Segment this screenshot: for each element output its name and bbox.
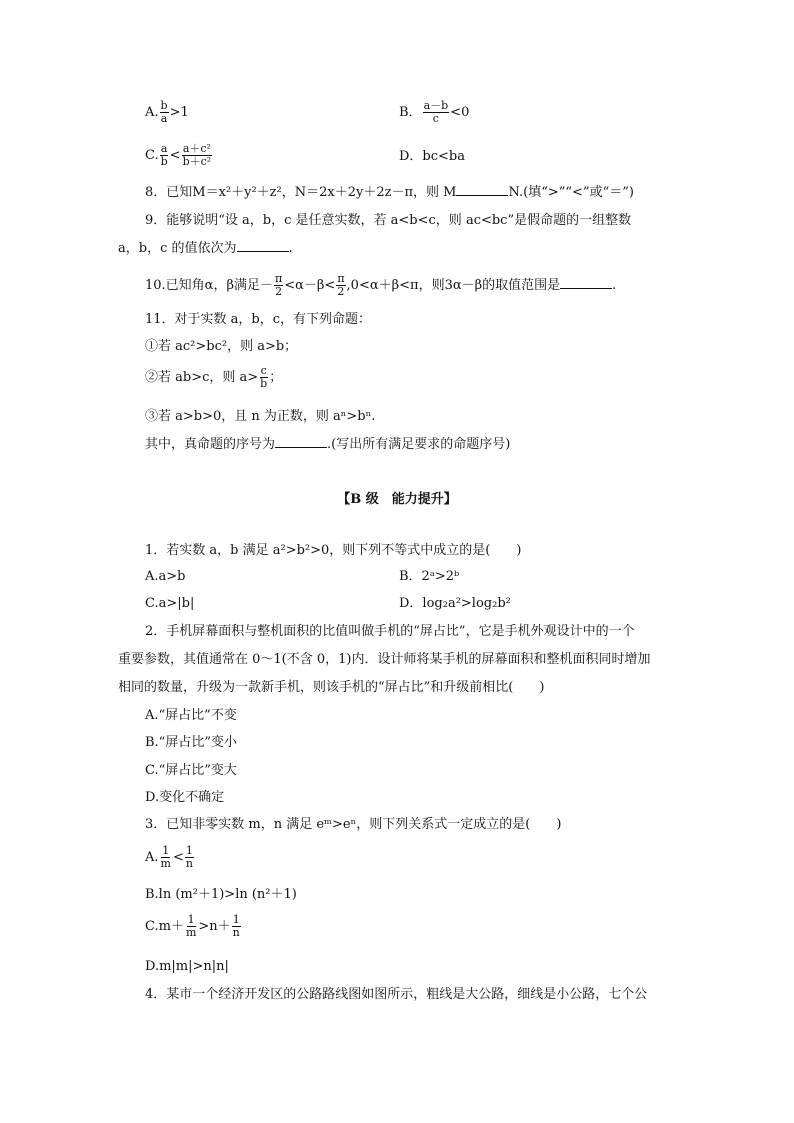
b1-option-c: C.a>|b| bbox=[145, 596, 195, 611]
b2-option-d: D.变化不确定 bbox=[145, 790, 225, 805]
fraction-denominator: m bbox=[185, 926, 197, 939]
b1-option-a: A.a>b bbox=[145, 569, 186, 584]
fraction-numerator: b bbox=[160, 99, 168, 112]
q7-option-d: D．bc<ba bbox=[399, 149, 465, 164]
fraction-denominator: 2 bbox=[337, 285, 345, 298]
fraction-denominator: b bbox=[160, 155, 168, 168]
fraction-numerator: 1 bbox=[187, 913, 195, 926]
answer-blank bbox=[456, 183, 508, 196]
b2-option-b: B.“屏占比”变小 bbox=[145, 735, 237, 750]
b3-option-c: C.m＋ $\frac{1}{m}$ >n＋ $\frac{1}{n}$ bbox=[145, 913, 240, 939]
fraction-denominator: a bbox=[160, 112, 168, 125]
fraction-denominator: n bbox=[185, 857, 193, 870]
proposition-3: ③若 a>b>0，且 n 为正数，则 aⁿ>bⁿ. bbox=[145, 409, 376, 424]
section-title: 【B 级 能力提升】 bbox=[337, 492, 457, 507]
b-question-2-line2: 重要参数，其值通常在 0～1(不含 0，1)内．设计师将某手机的屏幕面积和整机面积同时增加 bbox=[118, 652, 651, 667]
fraction-numerator: a bbox=[160, 142, 168, 155]
question-11-ask: 其中，真命题的序号为 .(写出所有满足要求的命题序号) bbox=[145, 437, 511, 452]
q7-option-c: C. $\frac{a}{b}$ < $\frac{\text{a＋c²}}{\text{b＋c²}}$ bbox=[145, 142, 212, 168]
b3-option-a: A. $\frac{1}{m}$ < $\frac{1}{n}$ bbox=[145, 844, 193, 870]
b3-option-d: D.m|m|>n|n| bbox=[145, 959, 229, 974]
b-question-3-stem: 3．已知非零实数 m，n 满足 eᵐ>eⁿ，则下列关系式一定成立的是( ) bbox=[145, 817, 562, 832]
b-question-4-line1: 4．某市一个经济开发区的公路路线图如图所示，粗线是大公路，细线是小公路，七个公 bbox=[145, 987, 648, 1002]
fraction-denominator: n bbox=[232, 926, 240, 939]
question-9-line2: a，b，c 的值依次为 . bbox=[118, 241, 293, 256]
proposition-1: ①若 ac²>bc²，则 a>b； bbox=[145, 339, 298, 354]
b-question-2-line3: 相同的数量，升级为一款新手机，则该手机的“屏占比”和升级前相比( ) bbox=[118, 680, 545, 695]
b2-option-a: A.“屏占比”不变 bbox=[145, 708, 237, 723]
q7-option-a: A. $\frac{b}{a}$ >1 bbox=[145, 99, 189, 125]
fraction-denominator: m bbox=[160, 857, 171, 870]
fraction-numerator: c bbox=[260, 364, 267, 377]
question-11-stem: 11．对于实数 a，b，c，有下列命题： bbox=[145, 312, 372, 327]
q7-option-b: B． $\frac{a-b}{c}$ <0 bbox=[399, 99, 470, 125]
b1-option-d: D．log₂a²>log₂b² bbox=[399, 596, 511, 611]
fraction-denominator: 2 bbox=[275, 285, 283, 298]
fraction-numerator: a－b bbox=[423, 99, 449, 112]
answer-blank bbox=[275, 435, 327, 448]
b3-option-b: B.ln (m²＋1)>ln (n²＋1) bbox=[145, 887, 297, 902]
question-10: 10.已知角α，β满足－ $\frac{\pi}{2}$ <α－β< $\frac{\pi}{2}$ ,0<α＋β<π，则3α－β的取值范围是 . bbox=[145, 272, 617, 298]
b-question-1-stem: 1．若实数 a，b 满足 a²>b²>0，则下列不等式中成立的是( ) bbox=[145, 543, 522, 558]
fraction-numerator: 1 bbox=[185, 844, 193, 857]
b2-option-c: C.“屏占比”变大 bbox=[145, 763, 237, 778]
fraction-denominator: b＋c² bbox=[182, 155, 212, 168]
fraction-numerator: 1 bbox=[162, 844, 170, 857]
fraction-denominator: c bbox=[432, 112, 439, 125]
fraction-numerator: a＋c² bbox=[182, 142, 211, 155]
answer-blank bbox=[560, 276, 612, 289]
question-9-line1: 9．能够说明“设 a，b，c 是任意实数，若 a<b<c，则 ac<bc”是假命题的一组整数 bbox=[145, 213, 632, 228]
proposition-2: ②若 ab>c，则 a> $\frac{c}{b}$ ； bbox=[145, 364, 283, 390]
question-8: 8．已知M＝x²＋y²＋z²，N＝2x＋2y＋2z－π，则 M N.(填“>”“<”或“＝”) bbox=[145, 185, 634, 200]
fraction-numerator: 1 bbox=[232, 913, 240, 926]
fraction-numerator: π bbox=[274, 272, 283, 285]
fraction-denominator: b bbox=[260, 377, 268, 390]
b1-option-b: B．2ᵃ>2ᵇ bbox=[399, 569, 460, 584]
fraction-numerator: π bbox=[337, 272, 345, 285]
b-question-2-line1: 2．手机屏幕面积与整机面积的比值叫做手机的“屏占比”，它是手机外观设计中的一个 bbox=[145, 624, 635, 639]
answer-blank bbox=[237, 239, 289, 252]
